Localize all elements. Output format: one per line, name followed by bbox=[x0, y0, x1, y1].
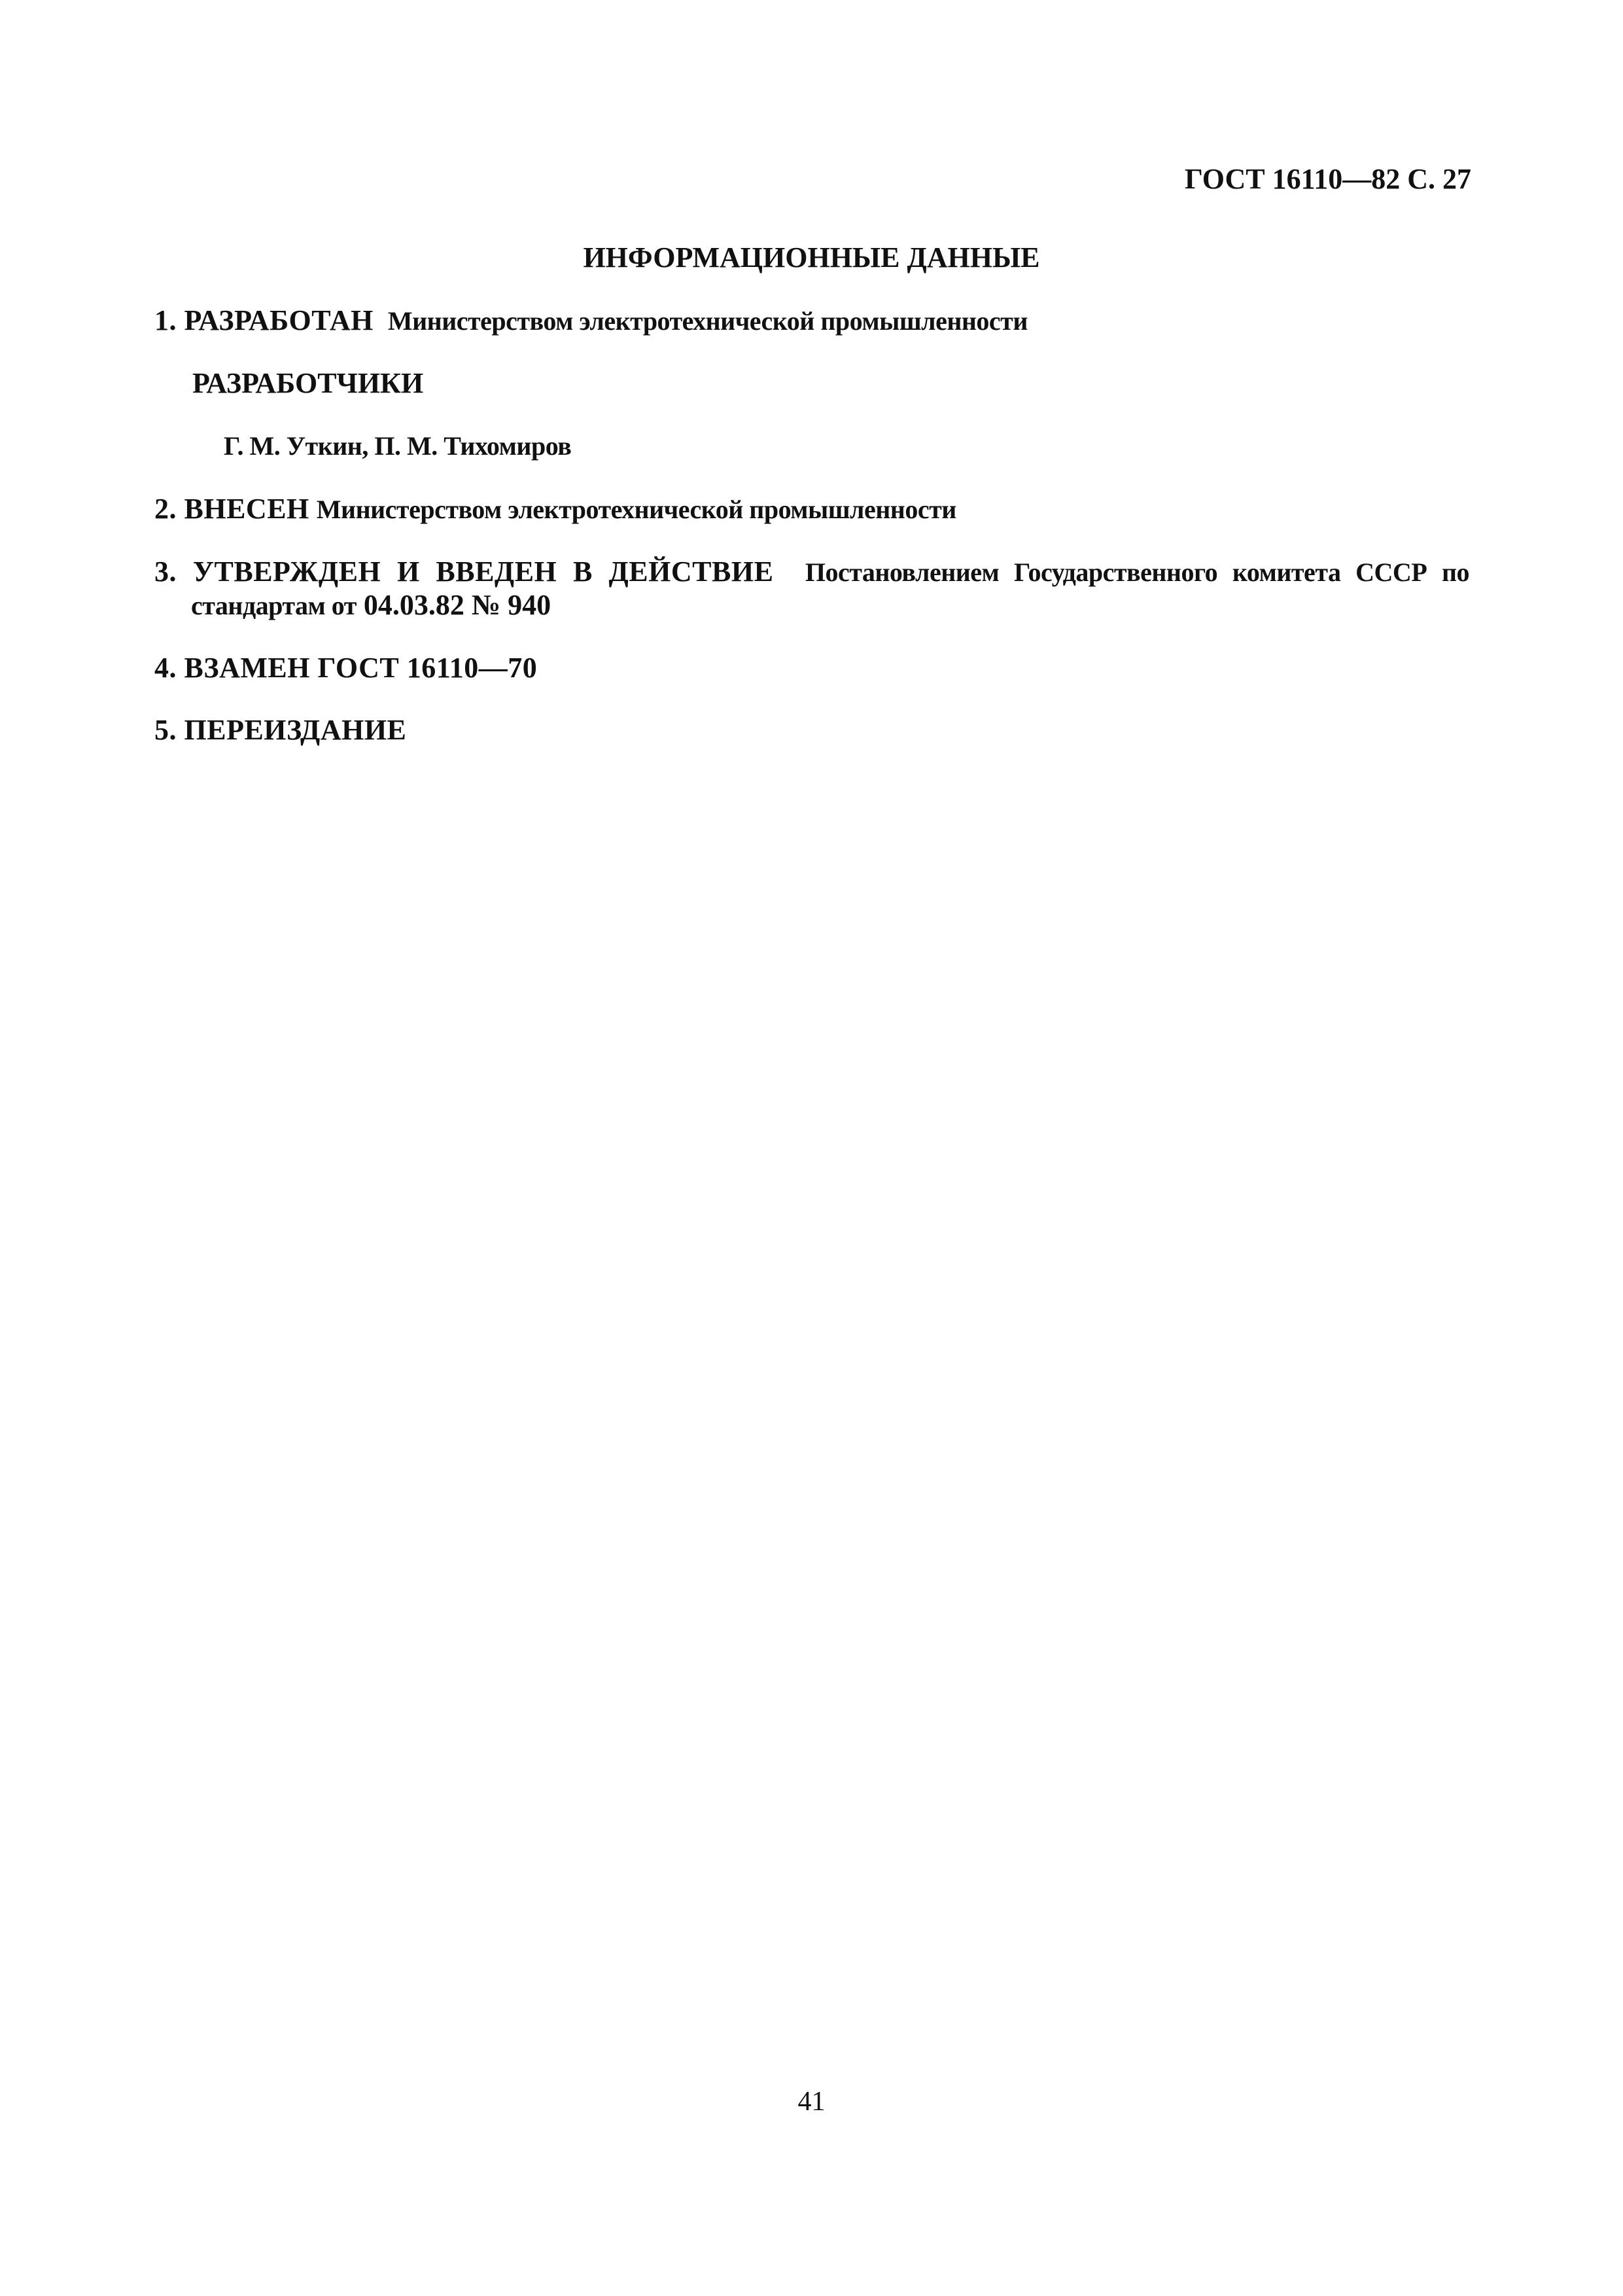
developers-names bbox=[224, 429, 571, 462]
item-reissue bbox=[154, 713, 406, 747]
developer-names-text: Г. М. Уткин, П. М. Тихомиров bbox=[224, 431, 572, 461]
item-developed-by bbox=[154, 304, 1028, 337]
item-text: Постановлением Государственного комитета СССР по bbox=[805, 557, 1470, 587]
item-label: 5. ПЕРЕИЗДАНИЕ bbox=[154, 714, 407, 746]
item-label: 2. ВНЕСЕН bbox=[154, 493, 309, 525]
item-label: 3. УТВЕРЖДЕН И ВВЕДЕН В ДЕЙСТВИЕ bbox=[154, 556, 774, 588]
page-number: 41 bbox=[797, 2087, 826, 2117]
item-submitted-by bbox=[154, 492, 956, 525]
document-header: ГОСТ 16110—82 С. 27 bbox=[1184, 163, 1471, 195]
item-replaces bbox=[154, 651, 537, 684]
item-continuation-text: стандартам от bbox=[191, 591, 357, 620]
item-text: Министерством электротехнической промышленности bbox=[316, 495, 956, 524]
item-approved-continuation bbox=[191, 588, 551, 622]
item-approved bbox=[154, 555, 1469, 588]
developers-label: РАЗРАБОТЧИКИ bbox=[192, 367, 424, 399]
item-label: 4. ВЗАМЕН ГОСТ 16110—70 bbox=[154, 652, 538, 684]
item-label: 1. РАЗРАБОТАН bbox=[154, 304, 374, 336]
section-title: ИНФОРМАЦИОННЫЕ ДАННЫЕ bbox=[583, 241, 1040, 274]
item-continuation-value: 04.03.82 № 940 bbox=[363, 589, 551, 621]
item-text: Министерством электротехнической промышленности bbox=[387, 306, 1028, 336]
